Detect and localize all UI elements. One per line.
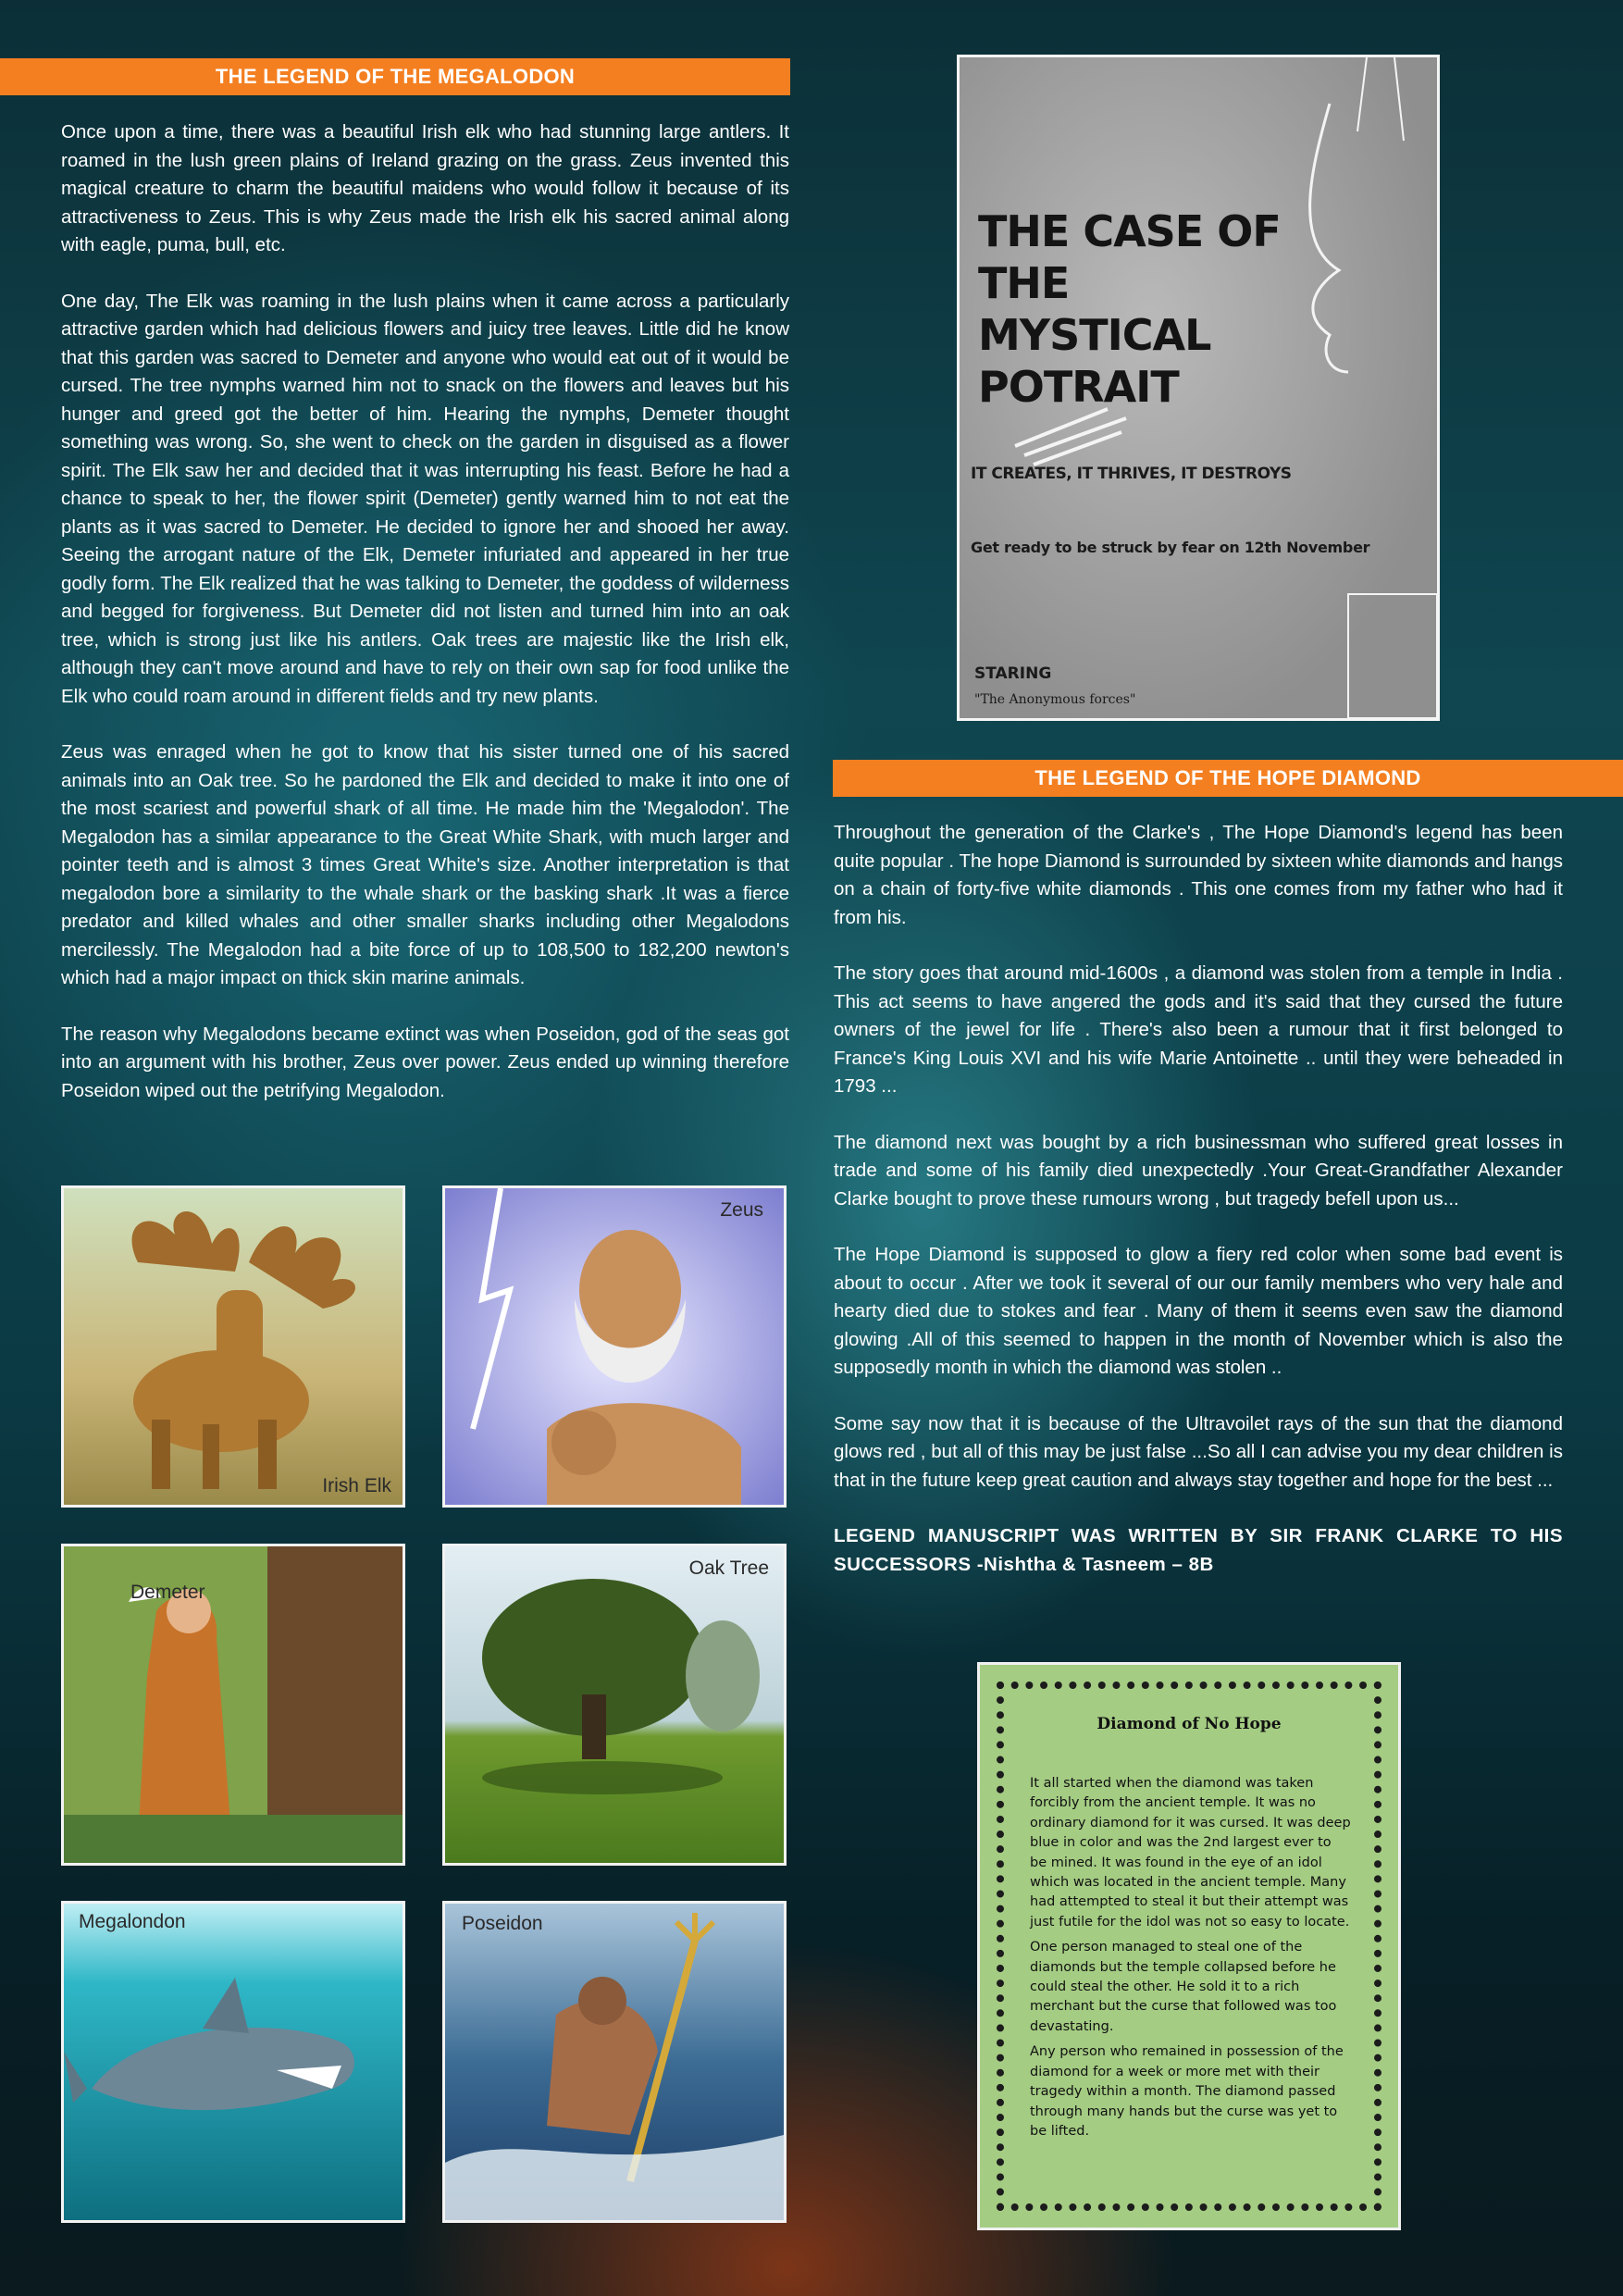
manuscript-title: Diamond of No Hope bbox=[1096, 1715, 1282, 1733]
megalodon-heading: THE LEGEND OF THE MEGALODON bbox=[0, 58, 790, 95]
manuscript-signoff: LEGEND MANUSCRIPT WAS WRITTEN BY SIR FRANK CLARKE TO HIS SUCCESSORS -Nishtha & Tasneem – 8B bbox=[834, 1525, 1563, 1575]
manuscript-paragraph-1: It all started when the diamond was taken forcibly from the ancient temple. It was no ordinary diamond for it was cursed. It was deep blue in color and was the 2nd largest ever to be mined. It was found in the eye of an idol which was located in the ancient temple. Many had attempted to steal it but their attempt was just futile for the idol was not so easy to locate. bbox=[1030, 1776, 1351, 1930]
irish-elk-image bbox=[61, 1185, 405, 1508]
manuscript-paragraph-3: Any person who remained in possession of the diamond for a week or more met with their tragedy within a month. The diamond passed through many hands but the curse was yet to be lifted. bbox=[1030, 2044, 1344, 2139]
oak-tree-caption: Oak Tree bbox=[688, 1558, 769, 1579]
manuscript-body bbox=[1030, 1774, 1352, 2147]
megalodon-caption: Megalondon bbox=[79, 1911, 186, 1932]
zeus-illustration bbox=[445, 1188, 784, 1505]
poseidon-illustration bbox=[445, 1904, 784, 2220]
megalodon-story bbox=[61, 118, 789, 1133]
megalodon-image bbox=[61, 1901, 405, 2223]
poster-title-line-3: POTRAIT bbox=[978, 362, 1179, 412]
diamond-of-no-hope-card bbox=[977, 1662, 1401, 2230]
megalodon-paragraph-4: The reason why Megalodons became extinct was when Poseidon, god of the seas got into an argument with his brother, Zeus over power. Zeus ended up winning therefore Poseidon wiped out the petrifying Megalodon. bbox=[61, 1023, 789, 1101]
megalodon-paragraph-2: One day, The Elk was roaming in the lush plains when it came across a particularly attractive garden which had delicious flowers and juicy tree leaves. Little did he know that this garden was sacred to Demeter and anyone who would eat out of it would be cursed. The tree nymphs warned him not to snack on the flowers and leaves but his hunger and greed got the better of him. Hearing the nymphs, Demeter thought something was wrong. So, she went to check on the garden in disguised as a flower spirit. The Elk saw her and decided that it was interrupting his feast. Before he had a chance to speak to her, the flower spirit (Demeter) gently warned him to not eat the plants as it was sacred to Demeter. He decided to ignore her and shooed her away. Seeing the arrogant nature of the Elk, Demeter infuriated and appeared in her true godly form. The Elk realized that he was talking to Demeter, the goddess of wilderness and begged for forgiveness. But Demeter did not listen and turned him into an oak tree, which is strong just like his antlers. Oak trees are majestic like the Irish elk, although they can't move around and have to rely on their own sap for food unlike the Elk who could roam around in different fields and try new plants. bbox=[61, 290, 789, 707]
poseidon-image bbox=[442, 1901, 787, 2223]
elk-illustration bbox=[64, 1188, 403, 1505]
demeter-image bbox=[61, 1544, 405, 1866]
manuscript-paragraph-2: One person managed to steal one of the diamonds but the temple collapsed before he could steal the other. He sold it to a rich merchant but the curse that followed was too devastating. bbox=[1030, 1940, 1337, 2034]
irish-elk-caption: Irish Elk bbox=[322, 1475, 391, 1496]
poseidon-caption: Poseidon bbox=[462, 1913, 543, 1934]
zeus-caption: Zeus bbox=[720, 1199, 763, 1221]
hope-paragraph-4: The Hope Diamond is supposed to glow a fiery red color when some bad event is about to occur . After we took it several of our our family members who very hale and hearty died due to stokes and fear . Many of them it seems even saw the diamond glowing .All of this seemed to happen in the month of November which is also the supposedly month in which the diamond was stolen .. bbox=[834, 1244, 1563, 1378]
megalodon-paragraph-1: Once upon a time, there was a beautiful Irish elk who had stunning large antlers. It roamed in the lush green plains of Ireland grazing on the grass. Zeus invented this magical creature to charm the beautiful maidens who would follow it because of its attractiveness to Zeus. This is why Zeus made the Irish elk his sacred animal along with eagle, puma, bull, etc. bbox=[61, 121, 789, 255]
poster-title-line-1: THE CASE OF bbox=[978, 206, 1281, 256]
hope-paragraph-5: Some say now that it is because of the Ultravoilet rays of the sun that the diamond glows red , but all of this may be just false ...So all I can advise you my dear children is that in the future keep great caution and always stay together and hope for the best ... bbox=[834, 1412, 1563, 1491]
hope-paragraph-3: The diamond next was bought by a rich businessman who suffered great losses in trade and some of his family died unexpectedly .Your Great-Grandfather Alexander Clarke bought to prove these rumours wrong , but tragedy befell upon us... bbox=[834, 1131, 1563, 1210]
mystical-portrait-poster bbox=[957, 55, 1440, 721]
hope-diamond-heading: THE LEGEND OF THE HOPE DIAMOND bbox=[833, 760, 1623, 797]
poster-title bbox=[978, 205, 1311, 413]
hope-paragraph-2: The story goes that around mid-1600s , a diamond was stolen from a temple in India . This act seems to have angered the gods and it's said that they cursed the future owners of the jewel for life . There's also been a rumour that it first belonged to France's King Louis XVI and his wife Marie Antoinette .. until they were beheaded in 1793 ... bbox=[834, 962, 1563, 1097]
poster-cast: "The Anonymous forces" bbox=[974, 692, 1136, 707]
demeter-caption: Demeter bbox=[130, 1582, 205, 1603]
megalodon-paragraph-3: Zeus was enraged when he got to know that his sister turned one of his sacred animals into an Oak tree. So he pardoned the Elk and decided to make it into one of the most scariest and powerful shark of all time. He made him the 'Megalodon'. The Megalodon has a similar appearance to the Great White Shark, with much larger and pointer teeth and is almost 3 times Great White's size. Another interpretation is that megalodon bore a similarity to the whale shark or the basking shark .It was a fierce predator and killed whales and other smaller sharks including other Megalodons mercilessly. The Megalodon had a bite force of up to 108,500 to 182,200 newton's which had a major impact on thick skin marine animals. bbox=[61, 741, 789, 988]
demeter-illustration bbox=[64, 1546, 403, 1863]
poster-staring-label: STARING bbox=[974, 664, 1052, 683]
zeus-image bbox=[442, 1185, 787, 1508]
oak-tree-illustration bbox=[445, 1546, 784, 1863]
poster-date-line: Get ready to be struck by fear on 12th November bbox=[971, 539, 1370, 556]
hope-paragraph-1: Throughout the generation of the Clarke's , The Hope Diamond's legend has been quite popular . The hope Diamond is surrounded by sixteen white diamonds and hangs on a chain of forty-five white diamonds . This one comes from my father who had it from his. bbox=[834, 822, 1563, 928]
shark-illustration bbox=[64, 1904, 403, 2220]
hope-diamond-story bbox=[834, 819, 1563, 1607]
oak-tree-image bbox=[442, 1544, 787, 1866]
poster-tagline: IT CREATES, IT THRIVES, IT DESTROYS bbox=[971, 465, 1292, 483]
poster-title-line-2: THE MYSTICAL bbox=[978, 258, 1211, 360]
